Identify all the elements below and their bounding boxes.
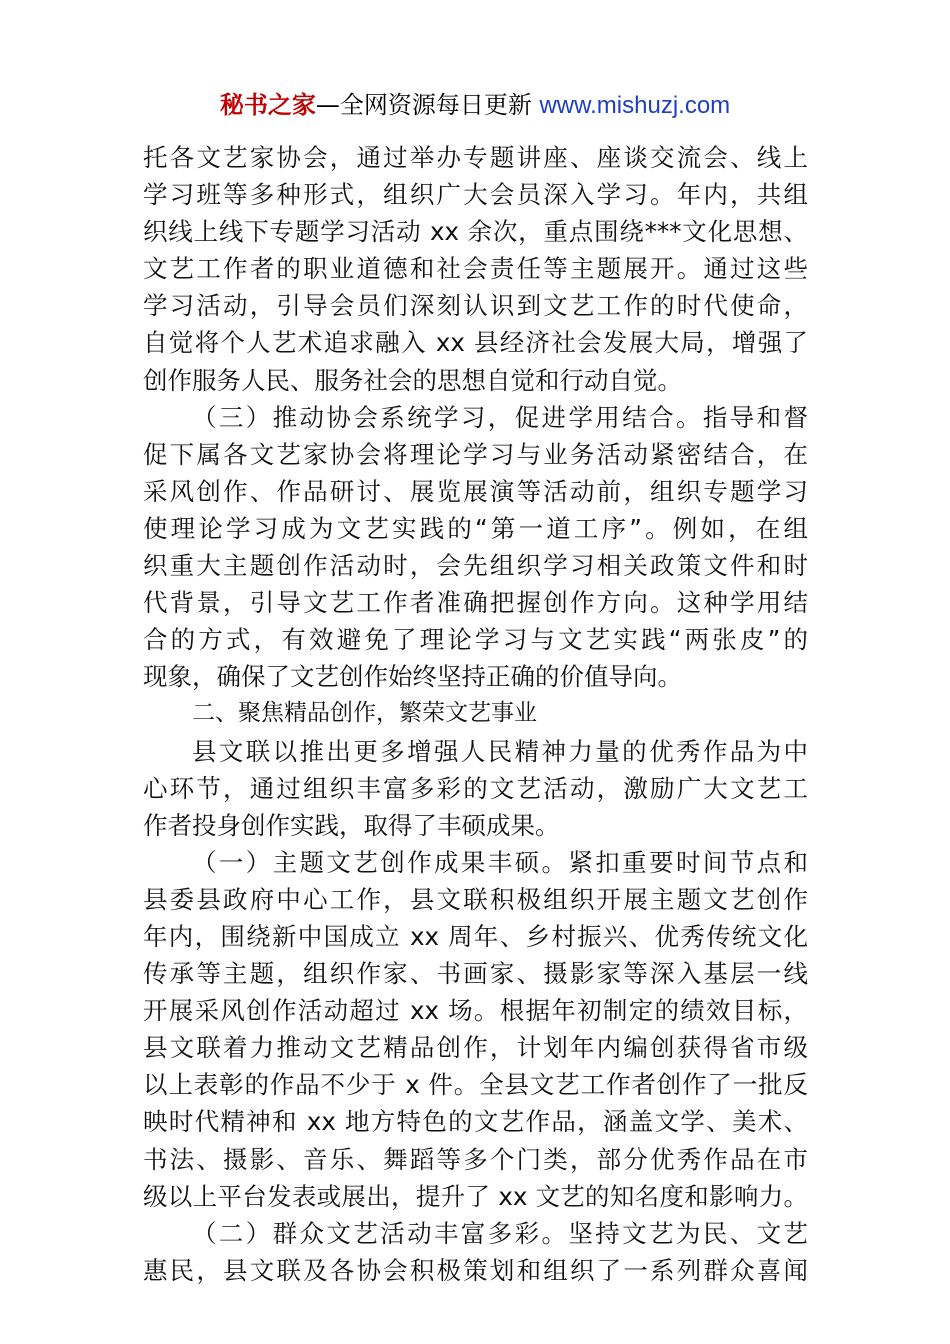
text-line: 传承等主题，组织作家、书画家、摄影家等深入基层一线 bbox=[143, 959, 808, 989]
subheading-line: （二）群众文艺活动丰富多彩。坚持文艺为民、文艺 bbox=[192, 1218, 808, 1248]
header-tagline: —全网资源每日更新 bbox=[315, 91, 540, 119]
section-heading: 二、聚焦精品创作，繁荣文艺事业 bbox=[192, 700, 537, 727]
text-line: 映时代精神和 xx 地方特色的文艺作品，涵盖文学、美术、 bbox=[143, 1107, 808, 1137]
text-line: 现象，确保了文艺创作始终坚持正确的价值导向。 bbox=[143, 662, 682, 692]
subheading-line: （三）推动协会系统学习，促进学用结合。指导和督 bbox=[192, 402, 808, 432]
text-line: 县文联以推出更多增强人民精神力量的优秀作品为中 bbox=[192, 736, 808, 766]
text-line: 以上表彰的作品不少于 x 件。全县文艺工作者创作了一批反 bbox=[143, 1070, 808, 1100]
text-line: 织线上线下专题学习活动 xx 余次，重点围绕***文化思想、 bbox=[143, 217, 808, 247]
text-line: 使理论学习成为文艺实践的“第一道工序”。例如，在组 bbox=[143, 513, 808, 543]
text-line: 级以上平台发表或展出，提升了 xx 文艺的知名度和影响力。 bbox=[143, 1181, 808, 1211]
text-line: 学习活动，引导会员们深刻认识到文艺工作的时代使命， bbox=[143, 291, 808, 321]
text-line: 作者投身创作实践，取得了丰硕成果。 bbox=[143, 810, 560, 840]
text-line: 自觉将个人艺术追求融入 xx 县经济社会发展大局，增强了 bbox=[143, 328, 808, 358]
document-body bbox=[143, 139, 808, 1289]
text-line: 年内，围绕新中国成立 xx 周年、乡村振兴、优秀传统文化 bbox=[143, 921, 808, 951]
site-url-link[interactable]: www.mishuzj.com bbox=[539, 92, 731, 119]
text-line: 采风创作、作品研讨、展览展演等活动前，组织专题学习 bbox=[143, 476, 808, 506]
text-line: 托各文艺家协会，通过举办专题讲座、座谈交流会、线上 bbox=[143, 143, 808, 172]
text-line: 学习班等多种形式，组织广大会员深入学习。年内，共组 bbox=[143, 180, 808, 210]
text-line: 促下属各文艺家协会将理论学习与业务活动紧密结合，在 bbox=[143, 439, 808, 469]
text-line: 合的方式，有效避免了理论学习与文艺实践“两张皮”的 bbox=[143, 625, 808, 655]
text-line: 心环节，通过组织丰富多彩的文艺活动，激励广大文艺工 bbox=[143, 773, 808, 803]
text-line: 县委县政府中心工作，县文联积极组织开展主题文艺创作 bbox=[143, 884, 808, 914]
text-line: 县文联着力推动文艺精品创作，计划年内编创获得省市级 bbox=[143, 1033, 808, 1063]
text-line: 开展采风创作活动超过 xx 场。根据年初制定的绩效目标， bbox=[143, 996, 808, 1026]
text-line: 惠民，县文联及各协会积极策划和组织了一系列群众喜闻 bbox=[143, 1255, 808, 1285]
brand-name: 秘书之家 bbox=[219, 91, 316, 119]
text-line: 书法、摄影、音乐、舞蹈等多个门类，部分优秀作品在市 bbox=[143, 1144, 808, 1174]
text-line: 织重大主题创作活动时，会先组织学习相关政策文件和时 bbox=[143, 551, 808, 581]
text-line: 创作服务人民、服务社会的思想自觉和行动自觉。 bbox=[143, 365, 682, 395]
text-line: 文艺工作者的职业道德和社会责任等主题展开。通过这些 bbox=[143, 254, 808, 284]
subheading-line: （一）主题文艺创作成果丰硕。紧扣重要时间节点和 bbox=[192, 847, 808, 877]
text-line: 代背景，引导文艺工作者准确把握创作方向。这种学用结 bbox=[143, 588, 808, 618]
site-header bbox=[0, 88, 950, 123]
